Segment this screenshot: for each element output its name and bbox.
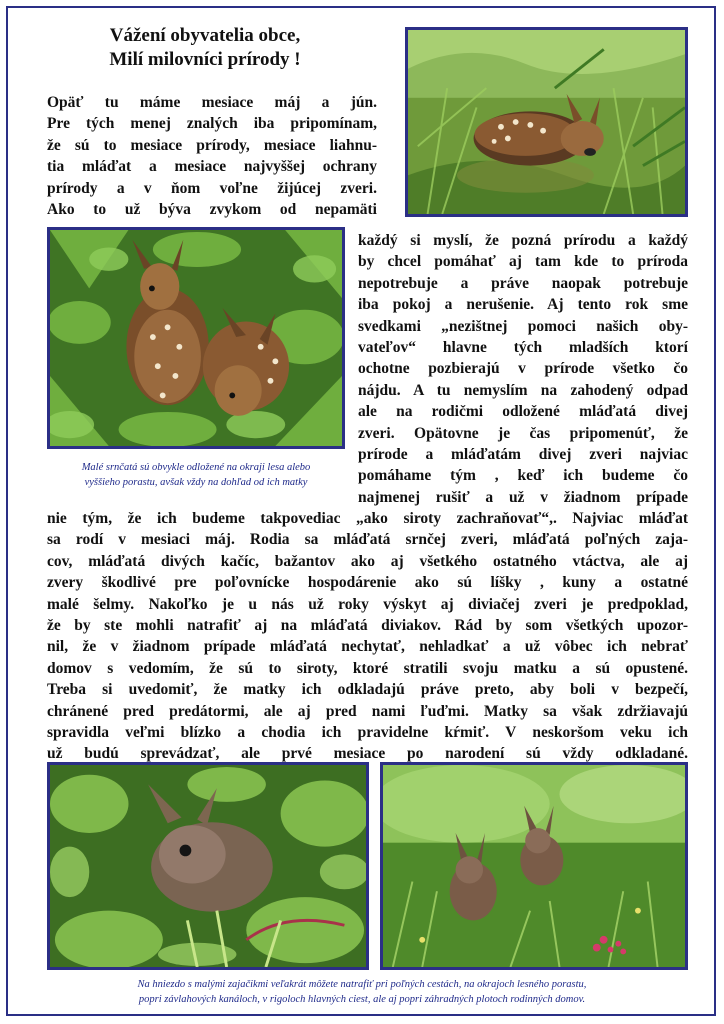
- full-line: domov s vedomím, že sú to siroty, ktoré stratili svoju matku a sú opustené.: [47, 659, 688, 677]
- full-line: už budú sprevádzať, ale prvé mesiace po narodení sú vždy odkladané.: [47, 745, 688, 763]
- right-line: ale na rodičmi odložené mláďatá divej: [358, 403, 688, 421]
- title-line-2: Milí milovníci prírody !: [109, 49, 301, 70]
- full-line: zvery škodlivé pre poľovnícke hospodárenie ako sú líšky , kuny a ostatné: [47, 574, 688, 592]
- full-line: že by ste mohli natrafiť aj na mláďatá diviakov. Rád by som všetkých upozor-: [47, 617, 688, 635]
- photo-two-fawns: [47, 227, 345, 449]
- intro-line: tia mláďat a mesiace najvyššej ochrany: [47, 158, 377, 176]
- intro-line: Pre tých menej znalých iba pripomínam,: [47, 115, 377, 133]
- full-line: chránené pred predátormi, ale aj pred nami ľuďmi. Matky sa však zdržiavajú: [47, 702, 688, 720]
- caption-bottom-line-1: Na hniezdo s malými zajačikmi veľakrát môžete natrafiť pri poľných cestách, na okrajoch lesného porastu,: [137, 979, 587, 990]
- right-line: svedkami „nezištnej pomoci našich oby-: [358, 317, 688, 335]
- title-line-1: Vážení obyvatelia obce,: [109, 25, 301, 46]
- full-line: cov, mláďatá divých kačíc, bažantov ako aj všetkého ostatného vtáctva, ale aj: [47, 552, 688, 570]
- caption-fawns-line-1: Malé srnčatá sú obvykle odložené na okraji lesa alebo: [81, 462, 311, 473]
- right-line: prírode a mláďatám divej zveri najviac: [358, 446, 688, 464]
- caption-bottom: [30, 977, 694, 1007]
- full-line: malé šelmy. Nakoľko je u nás už roky výskyt aj diviačej zveri je predpoklad,: [47, 595, 688, 613]
- right-line: najmenej rušiť a už v žiadnom prípade: [358, 488, 688, 506]
- caption-fawns: [47, 460, 345, 490]
- full-line: spravidla veľmi blízko a chodia ich pravidelne kŕmiť. V neskoršom veku ich: [47, 724, 688, 742]
- full-line: sa rodí v mesiaci máj. Rodia sa mláďatá srnčej zveri, mláďatá poľných zaja-: [47, 531, 688, 549]
- right-line: vateľov“ hlavne tých mladších ktorí: [358, 339, 688, 357]
- full-line: Treba si uvedomiť, že matky ich odkladajú práve preto, aby boli v bezpečí,: [47, 681, 688, 699]
- full-width-text: [47, 508, 688, 765]
- full-line: nil, že v žiadnom prípade mláďatá nechytať, nehladkať a už vôbec ich nebrať: [47, 638, 688, 656]
- intro-line: Opäť tu máme mesiace máj a jún.: [47, 94, 377, 111]
- right-line: zveri. Opätovne je čas pripomenúť, že: [358, 424, 688, 442]
- page-title: [40, 24, 370, 72]
- intro-line: Ako to už býva zvykom od nepamäti: [47, 201, 377, 219]
- right-line: by chcel pomáhať aj tam kde to príroda: [358, 253, 688, 271]
- intro-line: prírody a v ňom voľne žijúcej zveri.: [47, 179, 377, 197]
- photo-hare-in-leaves: [47, 762, 369, 970]
- right-line: nepotrebuje a práve naopak potrebuje: [358, 274, 688, 292]
- right-line: ochotne pozbierajú v prírode všetko čo: [358, 360, 688, 378]
- photo-rabbits-in-meadow: [380, 762, 688, 970]
- right-line: iba pokoj a nerušenie. Aj tento rok sme: [358, 296, 688, 314]
- right-line: nájdu. A tu nemyslím na zahodený odpad: [358, 381, 688, 399]
- caption-bottom-line-2: popri závlahových kanáloch, v rigoloch hlavných ciest, ale aj popri záhradných plotoch rodinných domov.: [138, 994, 586, 1005]
- photo-fawn-in-grass: [405, 27, 688, 217]
- full-line: nie tým, že ich budeme takpovediac „ako siroty zachraňovať“,. Najviac mláďat: [47, 510, 688, 527]
- caption-fawns-line-2: vyššieho porastu, avšak vždy na dohľad od ich matky: [84, 477, 308, 488]
- right-column-text: [358, 230, 688, 508]
- right-line: pomáhame tým , keď ich budeme čo: [358, 467, 688, 485]
- right-line: každý si myslí, že pozná prírodu a každý: [358, 232, 688, 249]
- intro-text: [47, 92, 377, 220]
- intro-line: že sú to mesiace prírody, mesiace liahnu-: [47, 136, 377, 154]
